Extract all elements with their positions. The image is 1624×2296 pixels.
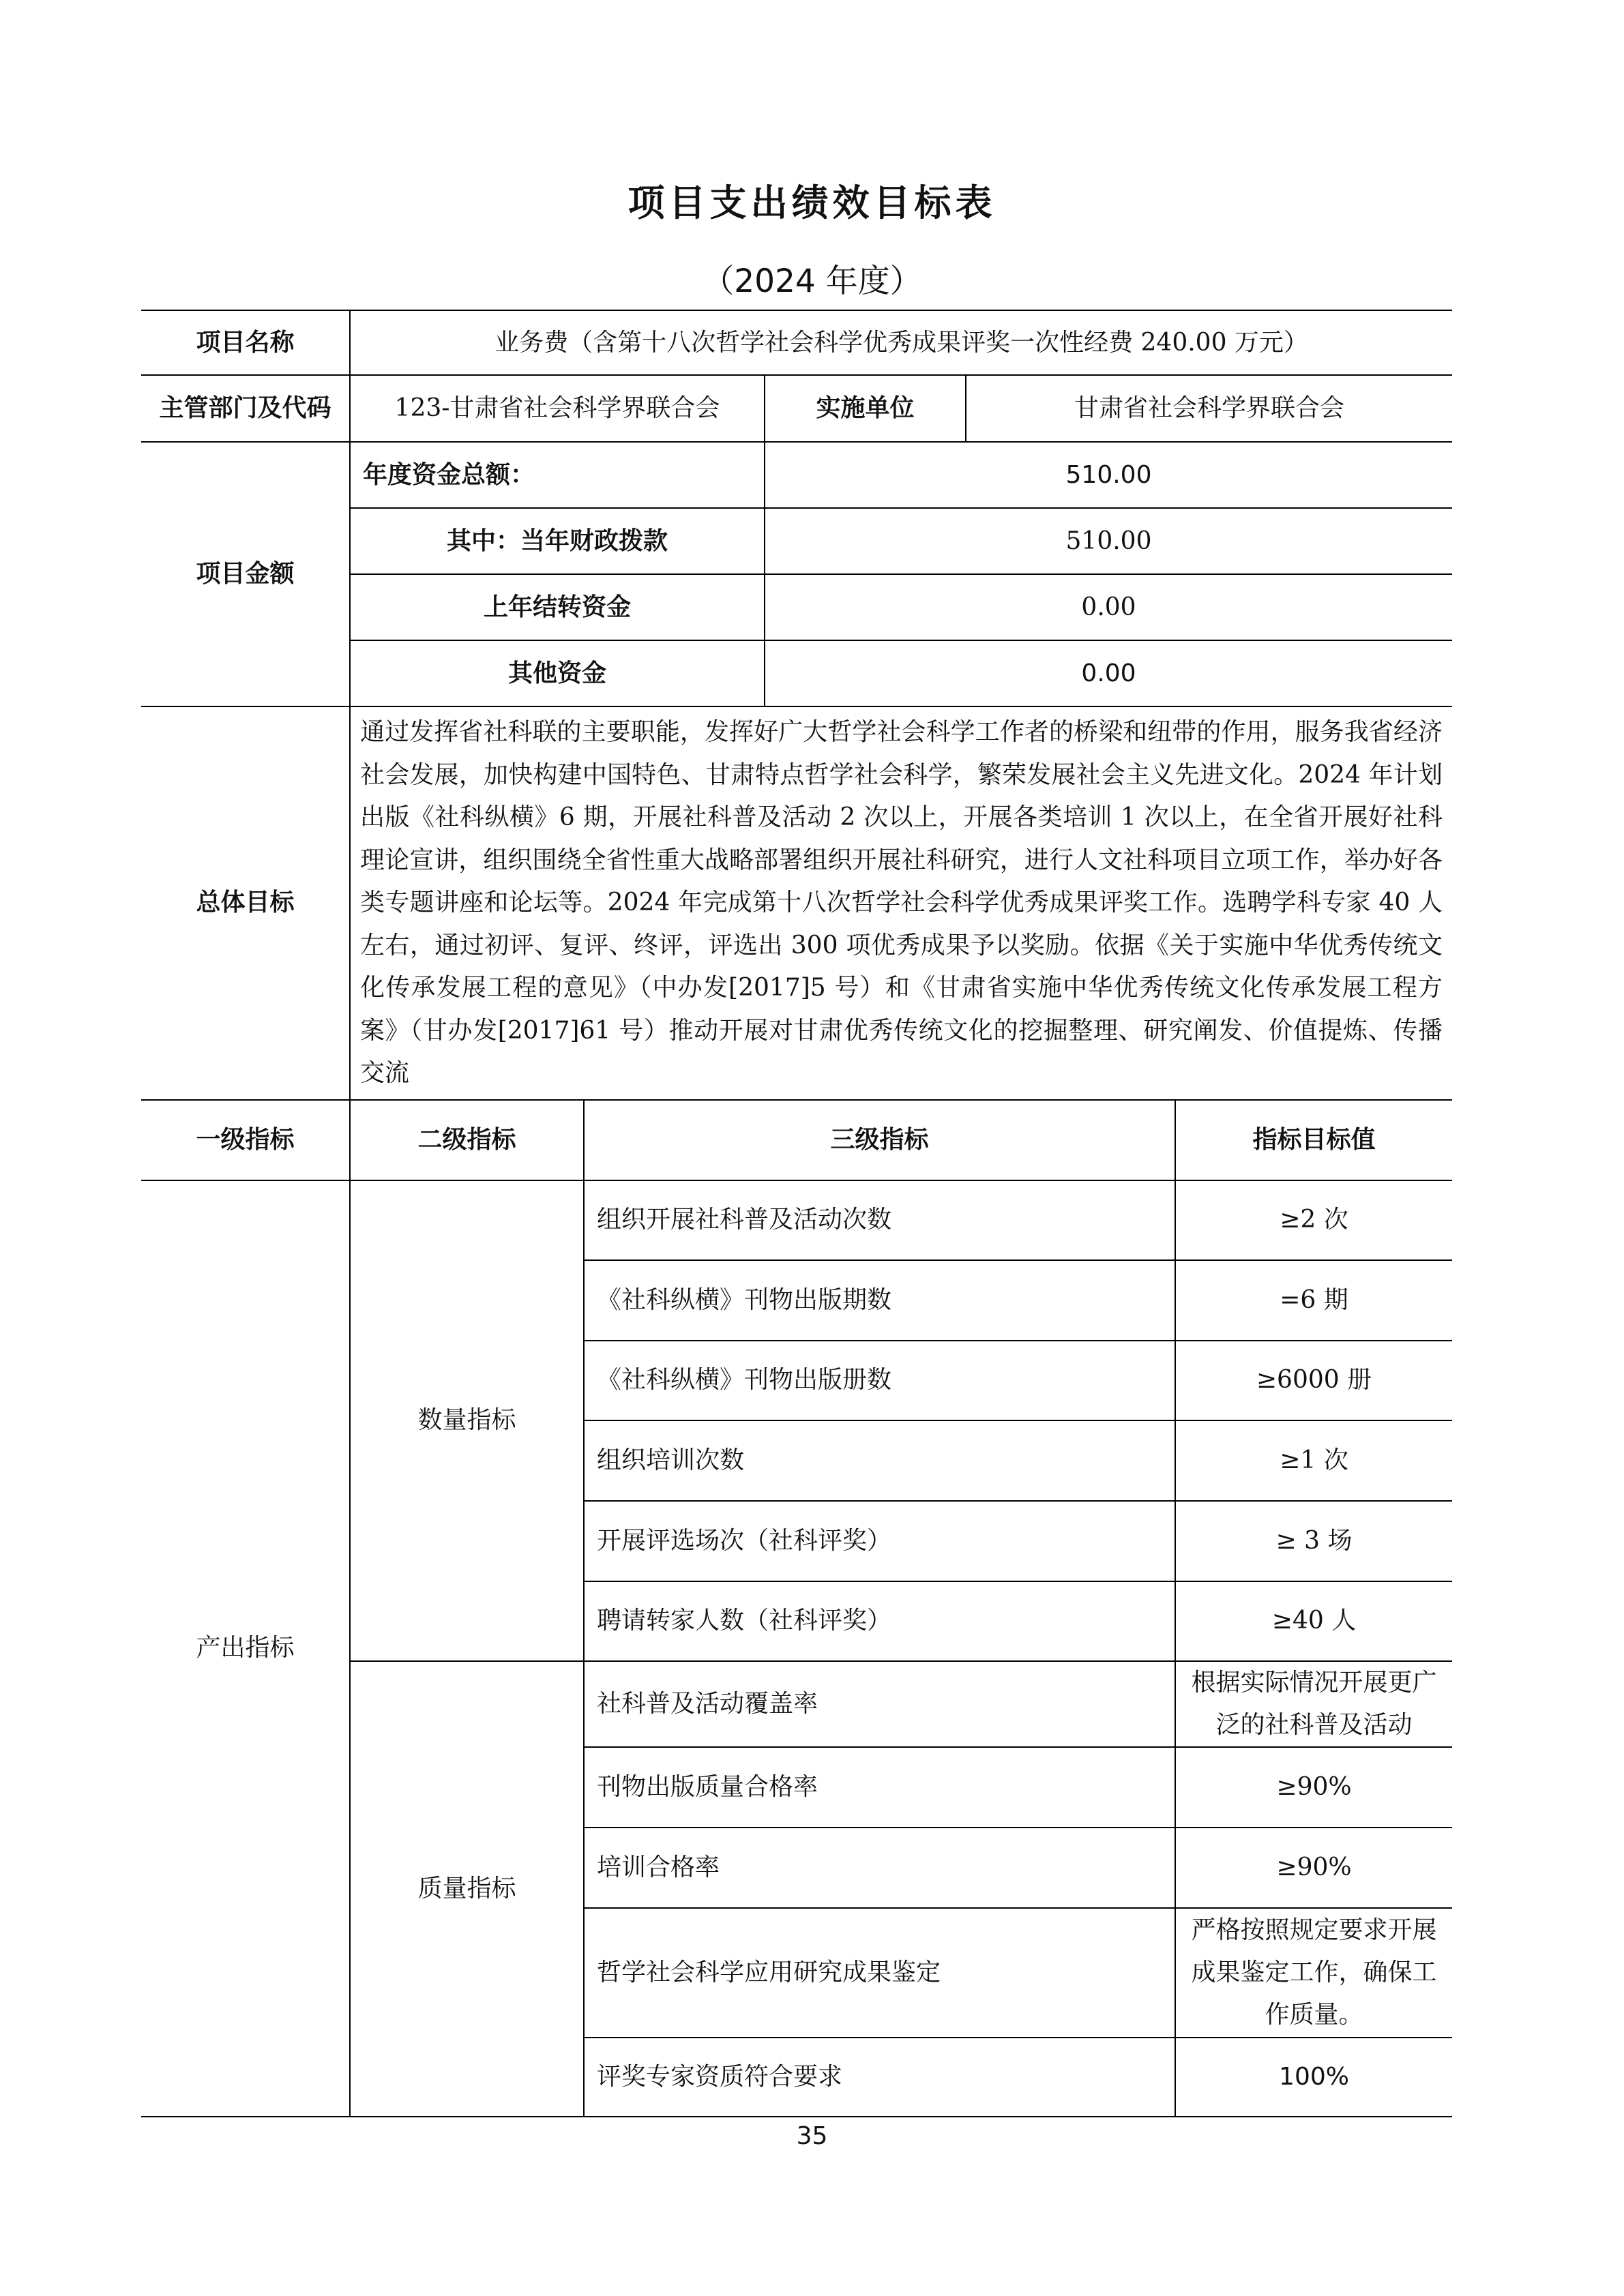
- indicator-name: 组织培训次数: [584, 1420, 1175, 1501]
- other-value: 0.00: [765, 640, 1452, 706]
- performance-target-table: [141, 310, 1452, 2117]
- amount-total-row: [141, 442, 1452, 508]
- indicator-value: ≥6000 册: [1175, 1341, 1452, 1420]
- indicator-value: =6 期: [1175, 1260, 1452, 1341]
- indicator-name: 开展评选场次（社科评奖）: [584, 1501, 1175, 1581]
- goal-row: [141, 706, 1452, 1100]
- indicator-name: 培训合格率: [584, 1828, 1175, 1908]
- indicator-name: 社科普及活动覆盖率: [584, 1661, 1175, 1747]
- dept-value: 123-甘肃省社会科学界联合会: [350, 375, 765, 442]
- level2-quantity: 数量指标: [350, 1180, 584, 1661]
- indicator-value: 严格按照规定要求开展成果鉴定工作，确保工作质量。: [1175, 1908, 1452, 2038]
- header-level2: 二级指标: [350, 1100, 584, 1180]
- indicator-name: 聘请转家人数（社科评奖）: [584, 1581, 1175, 1661]
- indicator-value: ≥90%: [1175, 1747, 1452, 1828]
- indicator-name: 组织开展社科普及活动次数: [584, 1180, 1175, 1260]
- indicator-row: [141, 1180, 1452, 1260]
- indicator-value: ≥40 人: [1175, 1581, 1452, 1661]
- other-label: 其他资金: [350, 640, 765, 706]
- fiscal-value: 510.00: [765, 508, 1452, 574]
- project-name-value: 业务费（含第十八次哲学社会科学优秀成果评奖一次性经费 240.00 万元）: [350, 310, 1452, 375]
- page-subtitle: （2024 年度）: [702, 263, 922, 300]
- indicator-value: 100%: [1175, 2038, 1452, 2117]
- page-number: 35: [796, 2122, 828, 2150]
- header-level1: 一级指标: [141, 1100, 350, 1180]
- indicator-header-row: [141, 1100, 1452, 1180]
- indicator-value: ≥2 次: [1175, 1180, 1452, 1260]
- indicator-value: ≥ 3 场: [1175, 1501, 1452, 1581]
- indicator-name: 《社科纵横》刊物出版册数: [584, 1341, 1175, 1420]
- page-title: 项目支出绩效目标表: [628, 181, 996, 224]
- impl-value: 甘肃省社会科学界联合会: [966, 375, 1452, 442]
- goal-text: 通过发挥省社科联的主要职能，发挥好广大哲学社会科学工作者的桥梁和纽带的作用，服务我省经济社会发展，加快构建中国特色、甘肃特点哲学社会科学，繁荣发展社会主义先进文化。2024 年计划出版《社科纵横》6 期，开展社科普及活动 2 次以上，开展各类培训 1 次以上，在全省开展好社科理论宣讲，组织围绕全省性重大战略部署组织开展社科研究，进行人文社科项目立项工作，举办好各类专题讲座和论坛等。2024 年完成第十八次哲学社会科学优秀成果评奖工作。选聘学科专家 40 人左右，通过初评、复评、终评，评选出 300 项优秀成果予以奖励。依据《关于实施中华优秀传统文化传承发展工程的意见》（中办发[2017]5 号）和《甘肃省实施中华优秀传统文化传承发展工程方案》（甘办发[2017]61 号）推动开展对甘肃优秀传统文化的挖掘整理、研究阐发、价值提炼、传播交流: [350, 706, 1452, 1100]
- indicator-value: ≥90%: [1175, 1828, 1452, 1908]
- header-target: 指标目标值: [1175, 1100, 1452, 1180]
- goal-label: 总体目标: [141, 706, 350, 1100]
- dept-row: [141, 375, 1452, 442]
- fiscal-label: 其中：当年财政拨款: [350, 508, 765, 574]
- carry-value: 0.00: [765, 574, 1452, 640]
- indicator-name: 《社科纵横》刊物出版期数: [584, 1260, 1175, 1341]
- level1-output: 产出指标: [141, 1180, 350, 2117]
- indicator-name: 哲学社会科学应用研究成果鉴定: [584, 1908, 1175, 2038]
- carry-label: 上年结转资金: [350, 574, 765, 640]
- indicator-value: ≥1 次: [1175, 1420, 1452, 1501]
- header-level3: 三级指标: [584, 1100, 1175, 1180]
- impl-label: 实施单位: [765, 375, 966, 442]
- project-name-row: [141, 310, 1452, 375]
- level2-quality: 质量指标: [350, 1661, 584, 2117]
- indicator-name: 刊物出版质量合格率: [584, 1747, 1175, 1828]
- dept-label: 主管部门及代码: [141, 375, 350, 442]
- total-value: 510.00: [765, 442, 1452, 508]
- indicator-value: 根据实际情况开展更广泛的社科普及活动: [1175, 1661, 1452, 1747]
- indicator-name: 评奖专家资质符合要求: [584, 2038, 1175, 2117]
- total-label: 年度资金总额：: [350, 442, 765, 508]
- project-name-label: 项目名称: [141, 310, 350, 375]
- amount-label: 项目金额: [141, 442, 350, 706]
